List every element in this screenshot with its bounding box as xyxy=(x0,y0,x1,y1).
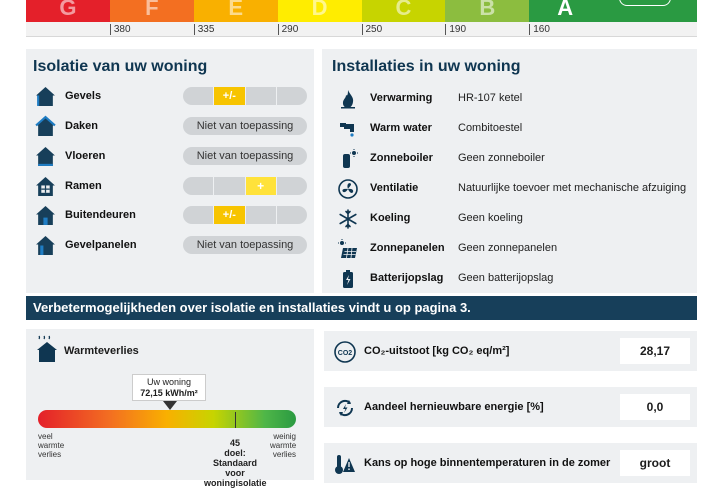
threshold-label: 250 xyxy=(362,24,383,35)
house-door-icon xyxy=(35,205,56,226)
iso-label: Gevels xyxy=(65,90,102,102)
inst-value: Geen koeling xyxy=(458,212,523,224)
inst-row-koeling xyxy=(332,208,692,230)
not-applicable-badge: Niet van toepassing xyxy=(183,117,307,135)
isolatie-title: Isolatie van uw woning xyxy=(33,58,208,75)
solar-panel-icon xyxy=(338,239,358,259)
not-applicable-badge: Niet van toepassing xyxy=(183,147,307,165)
inst-label: Ventilatie xyxy=(370,182,419,194)
thermometer-warning-icon xyxy=(334,453,356,475)
goal-label: 45 doel: Standaard voor woningisolatie xyxy=(204,438,267,488)
iso-row-ramen xyxy=(33,176,309,198)
current-value-pointer xyxy=(163,401,177,410)
iso-label: Daken xyxy=(65,120,99,132)
rating-value: +/- xyxy=(214,206,245,224)
rating-value: +/- xyxy=(214,87,245,105)
inst-label: Zonneboiler xyxy=(370,152,433,164)
warmteverlies-title: Warmteverlies xyxy=(64,345,139,357)
iso-label: Vloeren xyxy=(65,150,106,162)
threshold-label: 160 xyxy=(529,24,550,35)
goal-value: 45 xyxy=(229,438,240,448)
energy-label-scale xyxy=(26,0,697,22)
rating-bar xyxy=(183,206,307,224)
inst-value: Geen zonnepanelen xyxy=(458,242,558,254)
rating-bar xyxy=(183,177,307,195)
threshold-label: 290 xyxy=(278,24,299,35)
battery-icon xyxy=(338,269,358,289)
right-end-label: weinig warmte verlies xyxy=(270,432,297,459)
iso-row-gevelpanelen xyxy=(33,235,309,257)
co2-icon xyxy=(334,341,356,363)
inst-row-warm-water xyxy=(332,118,692,140)
threshold-label: 190 xyxy=(445,24,466,35)
solar-boiler-icon xyxy=(338,149,358,169)
installaties-panel xyxy=(322,49,697,293)
current-value-callout xyxy=(132,374,206,401)
kpi-value: 28,17 xyxy=(620,338,690,364)
fan-icon xyxy=(338,179,358,199)
label-thresholds xyxy=(26,22,697,37)
heat-loss-gradient-bar xyxy=(38,410,296,428)
flame-icon xyxy=(338,89,358,109)
heat-loss-house-icon xyxy=(36,335,58,363)
iso-row-daken xyxy=(33,116,309,138)
goal-tick xyxy=(235,412,236,428)
kpi-co2 xyxy=(324,331,697,371)
rating-bar xyxy=(183,87,307,105)
label-segment-f: F xyxy=(110,0,194,22)
improvements-banner: Verbetermogelijkheden over isolatie en installaties vindt u op pagina 3. xyxy=(26,296,697,320)
left-end-label: veel warmte verlies xyxy=(38,432,65,459)
inst-row-zonnepanelen xyxy=(332,238,692,260)
iso-row-gevels xyxy=(33,86,309,108)
iso-row-buitendeuren xyxy=(33,205,309,227)
inst-value: Natuurlijke toevoer met mechanische afzuiging xyxy=(458,182,687,194)
kpi-label: Kans op hoge binnentemperaturen in de zomer xyxy=(364,457,611,469)
tap-icon xyxy=(338,119,358,139)
label-segment-c: C xyxy=(362,0,446,22)
house-roof-icon xyxy=(35,116,56,137)
inst-row-batterijopslag xyxy=(332,268,692,290)
kpi-label: CO₂-uitstoot [kg CO₂ eq/m²] xyxy=(364,345,510,357)
installaties-title: Installaties in uw woning xyxy=(332,58,521,75)
inst-value: HR-107 ketel xyxy=(458,92,523,104)
inst-label: Batterijopslag xyxy=(370,272,444,284)
isolatie-panel xyxy=(26,49,314,293)
iso-label: Ramen xyxy=(65,180,102,192)
callout-value: 72,15 kWh/m² xyxy=(140,388,198,398)
snowflake-icon xyxy=(338,209,358,229)
label-segment-b: B xyxy=(445,0,529,22)
kpi-value: groot xyxy=(620,450,690,476)
inst-row-zonneboiler xyxy=(332,148,692,170)
inst-label: Zonnepanelen xyxy=(370,242,445,254)
label-segment-e: E xyxy=(194,0,278,22)
rating-value: + xyxy=(246,177,277,195)
kpi-renewable xyxy=(324,387,697,427)
inst-value: Combitoestel xyxy=(458,122,523,134)
label-segment-a: A xyxy=(529,0,697,22)
house-window-icon xyxy=(35,176,56,197)
inst-value: Geen batterijopslag xyxy=(458,272,554,284)
iso-label: Gevelpanelen xyxy=(65,239,137,251)
house-panel-icon xyxy=(35,235,56,256)
renewable-icon xyxy=(334,397,356,419)
label-segment-d: D xyxy=(278,0,362,22)
current-label-marker xyxy=(619,0,671,6)
callout-label: Uw woning xyxy=(146,377,192,387)
inst-label: Verwarming xyxy=(370,92,433,104)
threshold-label: 380 xyxy=(110,24,131,35)
house-floor-icon xyxy=(35,146,56,167)
inst-row-ventilatie xyxy=(332,178,692,200)
threshold-label: 335 xyxy=(194,24,215,35)
inst-value: Geen zonneboiler xyxy=(458,152,545,164)
inst-label: Warm water xyxy=(370,122,432,134)
iso-label: Buitendeuren xyxy=(65,209,136,221)
label-segment-g: G xyxy=(26,0,110,22)
svg-text:CO2: CO2 xyxy=(337,350,353,357)
kpi-value: 0,0 xyxy=(620,394,690,420)
house-facade-icon xyxy=(35,86,56,107)
warmteverlies-panel xyxy=(26,329,314,488)
iso-row-vloeren xyxy=(33,146,309,168)
inst-label: Koeling xyxy=(370,212,411,224)
kpi-label: Aandeel hernieuwbare energie [%] xyxy=(364,401,544,413)
inst-row-verwarming xyxy=(332,88,692,110)
not-applicable-badge: Niet van toepassing xyxy=(183,236,307,254)
kpi-summer-temperature xyxy=(324,443,697,483)
